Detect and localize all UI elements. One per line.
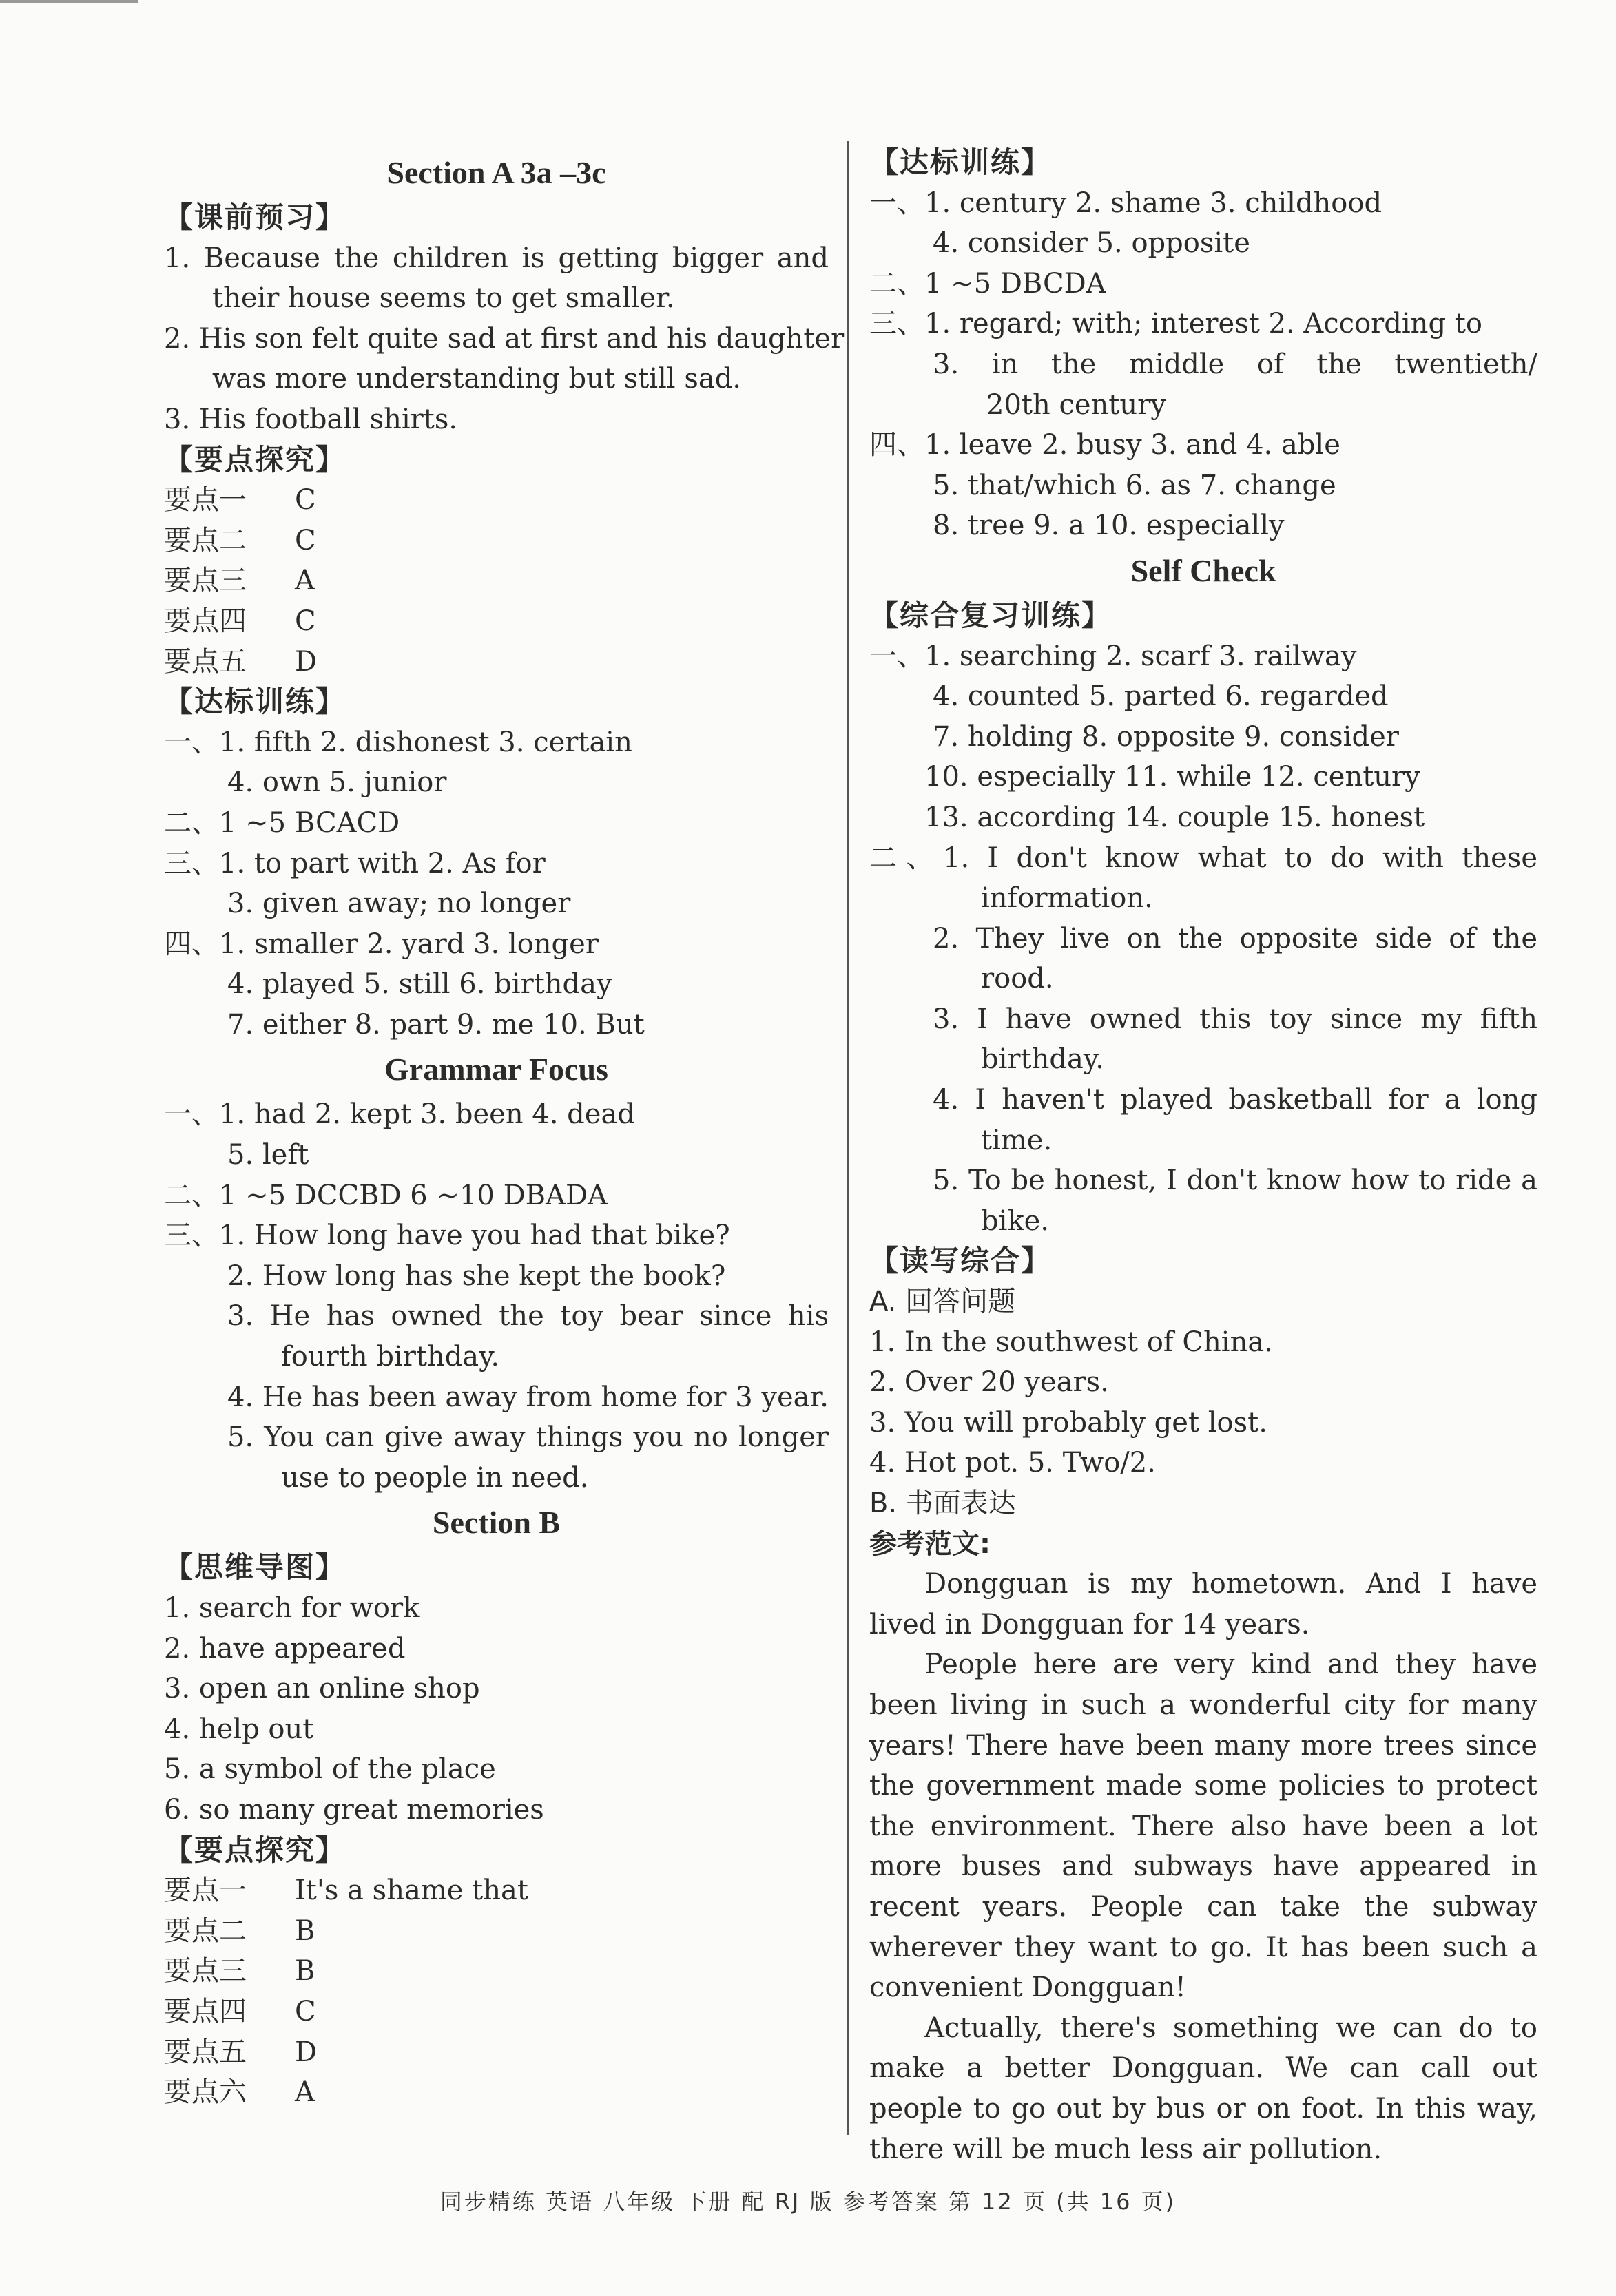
preview-heading: 【课前预习】 (164, 200, 346, 234)
drill-line: 一、1. fifth 2. dishonest 3. certain (164, 726, 632, 758)
essay-paragraph: Dongguan is my hometown. And I have lived in Dongguan for 14 years. (869, 1568, 1537, 1640)
answer-line: 3. You will probably get lost. (869, 1406, 1267, 1439)
grammar-line: 3. He has owned the toy bear since his (227, 1300, 829, 1333)
review-line: 10. especially 11. while 12. century (924, 761, 1420, 793)
sample-essay-heading: 参考范文: (869, 1527, 991, 1560)
grammar-line: fourth birthday. (281, 1341, 500, 1373)
key-point-row: 要点四 C (164, 1995, 316, 2027)
mindmap-item: 4. help out (164, 1713, 314, 1745)
column-divider (847, 141, 849, 2135)
key-point-row: 要点六 A (164, 2076, 315, 2109)
page-footer: 同步精练 英语 八年级 下册 配 RJ 版 参考答案 第 12 页 (共 16 页) (439, 2189, 1177, 2215)
key-point-row: 要点一 It's a shame that (164, 1875, 528, 1907)
grammar-line: 2. How long has she kept the book? (227, 1260, 726, 1292)
review-line: 13. according 14. couple 15. honest (924, 801, 1425, 833)
drill-line: 3. given away; no longer (227, 888, 571, 920)
mindmap-item: 1. search for work (164, 1592, 420, 1624)
key-points-heading: 【要点探究】 (164, 1833, 346, 1867)
grammar-line: 三、1. How long have you had that bike? (164, 1220, 730, 1252)
part-b-label: B. 书面表达 (869, 1488, 1016, 1519)
mindmap-item: 5. a symbol of the place (164, 1753, 496, 1786)
answer-line: 2. Over 20 years. (869, 1366, 1109, 1399)
mindmap-heading: 【思维导图】 (164, 1550, 346, 1585)
top-edge-mark (0, 0, 138, 3)
review-line: information. (981, 882, 1153, 915)
drill-line: 一、1. century 2. shame 3. childhood (869, 187, 1382, 219)
drill-line: 3. in the middle of the twentieth/ (933, 348, 1537, 380)
preview-line: was more understanding but still sad. (212, 363, 742, 395)
preview-line: their house seems to get smaller. (212, 282, 675, 315)
review-line: 7. holding 8. opposite 9. consider (933, 720, 1399, 753)
answer-line: 1. In the southwest of China. (869, 1326, 1273, 1358)
review-line: time. (981, 1124, 1053, 1156)
drill-line: 4. consider 5. opposite (933, 227, 1250, 260)
drill-heading: 【达标训练】 (869, 145, 1052, 179)
review-line: 2. They live on the opposite side of the (933, 922, 1537, 954)
key-point-row: 要点四 C (164, 605, 316, 637)
review-line: 二、1. I don't know what to do with these (869, 842, 1537, 874)
preview-line: 3. His football shirts. (164, 403, 458, 435)
drill-line: 二、1 ~5 DBCDA (869, 267, 1106, 300)
review-line: 5. To be honest, I don't know how to ride a (933, 1165, 1537, 1197)
drill-heading: 【达标训练】 (164, 685, 346, 719)
grammar-line: 5. You can give away things you no longer (227, 1421, 829, 1454)
review-line: 一、1. searching 2. scarf 3. railway (869, 640, 1357, 672)
drill-line: 三、1. to part with 2. As for (164, 847, 546, 879)
key-point-row: 要点二 B (164, 1914, 315, 1947)
mindmap-item: 2. have appeared (164, 1632, 406, 1664)
section-title: Section B (432, 1505, 561, 1541)
review-line: bike. (981, 1204, 1050, 1237)
review-line: 4. I haven't played basketball for a long (933, 1084, 1537, 1116)
review-heading: 【综合复习训练】 (869, 598, 1112, 632)
essay-paragraph: Actually, there's something we can do to make a better Dongguan. We can call out people to go out by bus or on foot. In this way, there will be much less air pollution. (869, 2012, 1537, 2165)
key-point-row: 要点五 D (164, 2036, 318, 2068)
drill-line: 四、1. leave 2. busy 3. and 4. able (869, 429, 1340, 461)
reading-writing-heading: 【读写综合】 (869, 1244, 1052, 1278)
drill-line: 4. own 5. junior (227, 766, 447, 799)
drill-line: 二、1 ~5 BCACD (164, 806, 400, 839)
key-point-row: 要点五 D (164, 645, 318, 678)
preview-line: 2. His son felt quite sad at first and his daughter (164, 322, 845, 355)
key-point-row: 要点一 C (164, 484, 316, 516)
review-line: 4. counted 5. parted 6. regarded (933, 680, 1389, 713)
grammar-line: 二、1 ~5 DCCBD 6 ~10 DBADA (164, 1179, 608, 1211)
review-line: 3. I have owned this toy since my fifth (933, 1003, 1537, 1035)
answer-line: 4. Hot pot. 5. Two/2. (869, 1447, 1156, 1479)
drill-line: 4. played 5. still 6. birthday (227, 968, 612, 1001)
key-point-row: 要点三 B (164, 1955, 315, 1987)
mindmap-item: 6. so many great memories (164, 1793, 544, 1826)
section-title: Section A 3a –3c (386, 155, 606, 190)
right-column (869, 145, 1537, 2169)
review-line: birthday. (981, 1043, 1104, 1076)
drill-line: 三、1. regard; with; interest 2. According to (869, 308, 1482, 340)
grammar-line: use to people in need. (281, 1461, 589, 1494)
drill-line: 8. tree 9. a 10. especially (933, 510, 1285, 542)
grammar-line: 一、1. had 2. kept 3. been 4. dead (164, 1098, 635, 1131)
drill-line: 20th century (986, 388, 1166, 421)
mindmap-item: 3. open an online shop (164, 1673, 480, 1705)
review-line: rood. (981, 963, 1054, 995)
section-title: Self Check (1130, 552, 1276, 588)
drill-line: 7. either 8. part 9. me 10. But (227, 1008, 645, 1041)
key-point-row: 要点二 C (164, 524, 316, 556)
key-point-row: 要点三 A (164, 565, 315, 597)
essay-paragraph: People here are very kind and they have been living in such a wonderful city for many years! There have been many more trees since the government made some policies to protect the environment. There also have been a lot more buses and subways have appeared in recent years. People can take the subway wherever they want to go. It has been such a convenient Dongguan! (869, 1649, 1537, 2004)
grammar-line: 5. left (227, 1139, 309, 1171)
grammar-line: 4. He has been away from home for 3 year. (227, 1381, 829, 1413)
preview-line: 1. Because the children is getting bigger and (164, 242, 829, 274)
key-points-heading: 【要点探究】 (164, 442, 346, 477)
drill-line: 5. that/which 6. as 7. change (933, 469, 1336, 501)
section-title: Grammar Focus (384, 1052, 608, 1087)
drill-line: 四、1. smaller 2. yard 3. longer (164, 928, 599, 960)
left-column (164, 148, 845, 2113)
part-a-label: A. 回答问题 (869, 1286, 1016, 1318)
